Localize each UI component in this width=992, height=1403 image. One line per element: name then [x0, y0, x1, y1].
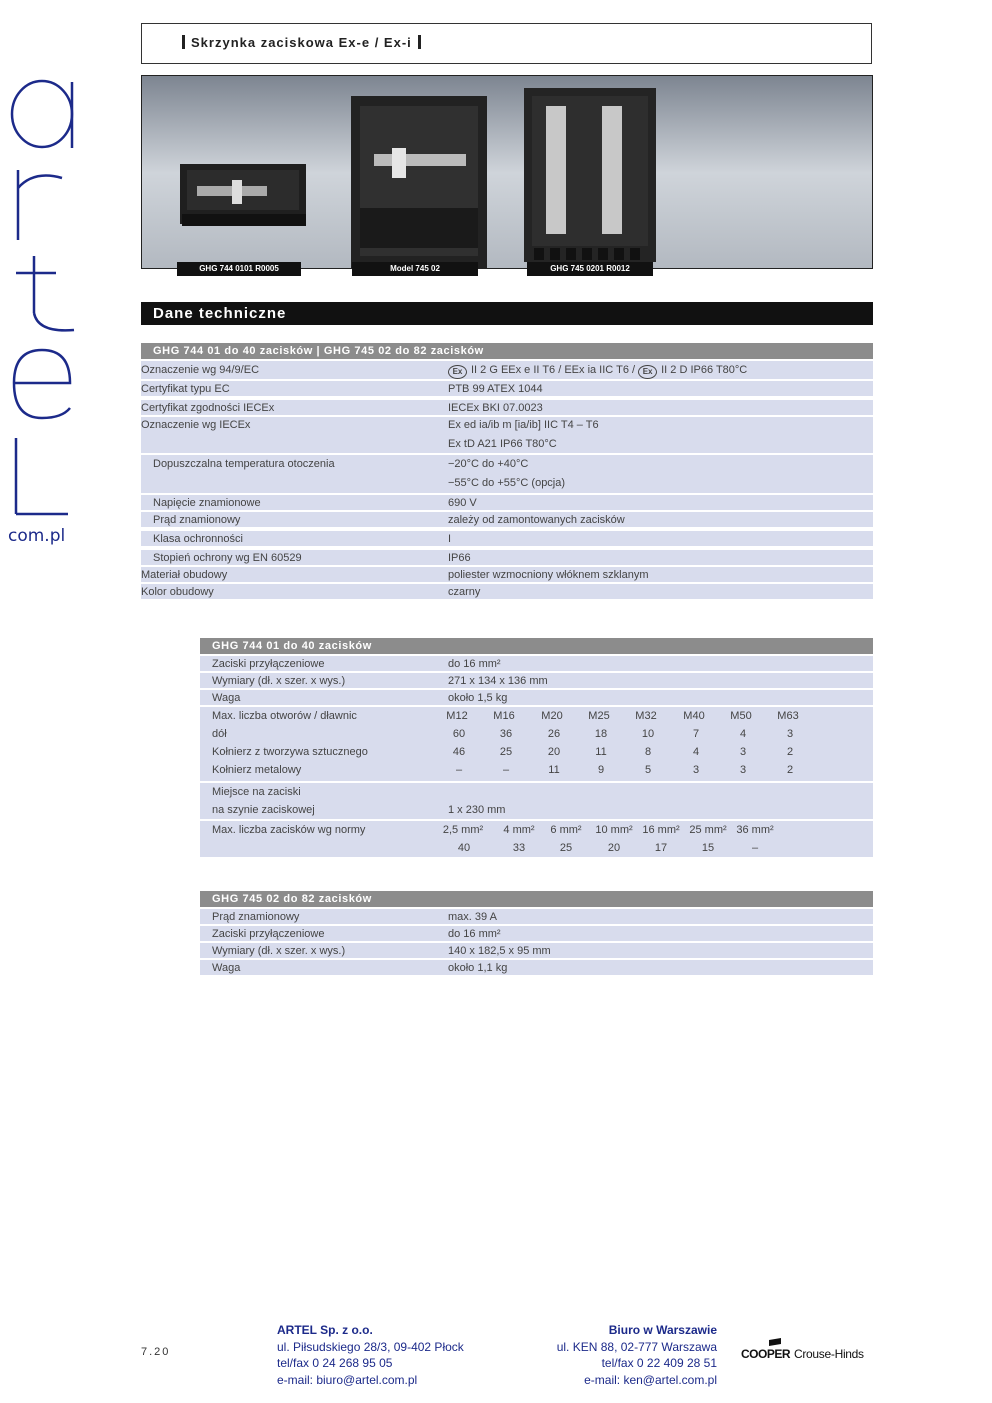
table-row [141, 493, 873, 510]
row-label: Napięcie znamionowe [153, 497, 261, 509]
row-label: Certyfikat zgodności IECEx [141, 402, 275, 414]
cooper-word: COOPER [741, 1347, 791, 1361]
gland-value: 25 [499, 746, 513, 758]
gland-size: M25 [588, 710, 610, 722]
row-value: 140 x 182,5 x 95 mm [448, 945, 551, 957]
footer-left-email[interactable]: e-mail: biuro@artel.com.pl [277, 1372, 418, 1387]
table-row [200, 924, 873, 941]
terminal-size: 4 mm² [503, 824, 535, 836]
gland-size: M20 [541, 710, 563, 722]
row-value: do 16 mm² [448, 658, 501, 670]
row-value: czarny [448, 586, 481, 598]
terminal-count: 15 [701, 842, 715, 854]
terminals-label: Max. liczba zacisków wg normy [212, 824, 366, 836]
gland-value: 10 [641, 728, 655, 740]
gland-label-max: Max. liczba otworów / dławnic [212, 710, 357, 722]
crouse-hinds-word: Crouse-Hinds [794, 1347, 864, 1361]
terminal-size: 2,5 mm² [442, 824, 484, 836]
row-label: Waga [212, 962, 241, 974]
terminal-size: 25 mm² [689, 824, 727, 836]
table-row [141, 398, 873, 415]
bar-right [418, 35, 421, 49]
gland-size: M50 [730, 710, 752, 722]
gland-size: M63 [777, 710, 799, 722]
row-value: max. 39 A [448, 911, 497, 923]
row-label: Materiał obudowy [141, 569, 228, 581]
photo-caption-2: Model 745 02 [352, 262, 478, 276]
gland-value: 3 [739, 746, 747, 758]
rail-block [200, 781, 873, 819]
gland-size: M16 [493, 710, 515, 722]
gland-value: 26 [547, 728, 561, 740]
footer-right-phone: tel/fax 0 22 409 28 51 [601, 1356, 717, 1370]
gland-value: 11 [595, 746, 607, 758]
row-label: Wymiary (dł. x szer. x wys.) [212, 945, 346, 957]
gland-value: 2 [786, 746, 794, 758]
row-label: Prąd znamionowy [212, 911, 300, 923]
row-value [448, 361, 747, 380]
gland-value: 8 [644, 746, 652, 758]
terminal-count: 33 [512, 842, 526, 854]
table-row [141, 529, 873, 546]
cooper-logo [741, 1338, 875, 1364]
gland-value: 9 [597, 764, 605, 776]
product-photo-image [142, 76, 873, 269]
gland-value: 18 [594, 728, 608, 740]
gland-value: 3 [786, 728, 794, 740]
table-row [141, 415, 873, 453]
spec-table-general [141, 343, 873, 599]
gland-label-metal: Kołnierz metalowy [212, 764, 302, 776]
gland-value: 5 [644, 764, 652, 776]
photo-caption-3: GHG 745 0201 R0012 [527, 262, 653, 276]
gland-label-plastic: Kołnierz z tworzywa sztucznego [212, 746, 368, 758]
table-row [200, 688, 873, 705]
row-label: Kolor obudowy [141, 586, 214, 598]
footer-left-phone: tel/fax 0 24 268 95 05 [277, 1356, 393, 1370]
table-row [141, 582, 873, 599]
row-label: Waga [212, 692, 241, 704]
row-label: Zaciski przyłączeniowe [212, 928, 325, 940]
row-value-a: II 2 G EEx e II T6 / EEx ia IIC T6 / [471, 364, 636, 376]
logo-domain: com.pl [8, 526, 66, 546]
terminal-count: 40 [457, 842, 471, 854]
row-label: Oznaczenie wg IECEx [141, 419, 251, 431]
table-row [200, 654, 873, 671]
row-label: Zaciski przyłączeniowe [212, 658, 325, 670]
gland-value: 46 [452, 746, 466, 758]
footer-company: ARTEL Sp. z o.o. [277, 1323, 373, 1337]
row-value-2: Ex tD A21 IP66 T80°C [448, 438, 557, 450]
gland-size: M32 [635, 710, 657, 722]
table-row [141, 510, 873, 527]
gland-value: – [455, 764, 463, 776]
gland-value: 20 [547, 746, 561, 758]
gland-value: 4 [692, 746, 700, 758]
gland-size: M40 [683, 710, 705, 722]
gland-block [200, 705, 873, 781]
gland-size: M12 [446, 710, 468, 722]
table-row [141, 359, 873, 379]
row-value: zależy od zamontowanych zacisków [448, 514, 625, 526]
table-header: GHG 744 01 do 40 zacisków | GHG 745 02 do 82 zacisków [141, 343, 873, 359]
row-label: Oznaczenie wg 94/9/EC [141, 364, 260, 376]
artel-logo [6, 78, 76, 548]
table-row [200, 671, 873, 688]
terminal-count: – [751, 842, 759, 854]
terminal-size: 6 mm² [550, 824, 582, 836]
table-row [141, 453, 873, 493]
row-value: PTB 99 ATEX 1044 [448, 383, 543, 395]
gland-value: 11 [548, 764, 560, 776]
row-value: poliester wzmocniony włóknem szklanym [448, 569, 649, 581]
row-value: IECEx BKI 07.0023 [448, 402, 543, 414]
gland-label-dol: dół [212, 728, 227, 740]
row-value: 690 V [448, 497, 477, 509]
rail-value: 1 x 230 mm [448, 804, 506, 816]
gland-value: 4 [739, 728, 747, 740]
header-title-wrap [176, 35, 427, 50]
table-row [141, 548, 873, 565]
row-value-2: −55°C do +55°C (opcja) [448, 477, 566, 489]
terminal-count: 20 [607, 842, 621, 854]
footer-right [527, 1322, 717, 1388]
gland-value: 7 [692, 728, 700, 740]
row-label: Klasa ochronności [153, 533, 243, 545]
rail-label-1: Miejsce na zaciski [212, 786, 301, 798]
gland-value: 60 [452, 728, 466, 740]
spec-table-744 [200, 638, 873, 857]
gland-value: 3 [692, 764, 700, 776]
gland-value: 36 [499, 728, 513, 740]
gland-value: – [502, 764, 510, 776]
section-title: Dane techniczne [141, 302, 873, 325]
terminal-size: 16 mm² [642, 824, 680, 836]
photo-caption-1: GHG 744 0101 R0005 [177, 262, 301, 276]
terminal-count: 17 [654, 842, 668, 854]
row-value: I [448, 533, 452, 545]
row-value: IP66 [448, 552, 471, 564]
gland-value: 3 [739, 764, 747, 776]
gland-value: 2 [786, 764, 794, 776]
row-label: Stopień ochrony wg EN 60529 [153, 552, 302, 564]
footer-right-address: ul. KEN 88, 02-777 Warszawa [556, 1339, 717, 1354]
terminal-size: 10 mm² [595, 824, 633, 836]
table-row [200, 958, 873, 975]
table-row [200, 941, 873, 958]
row-value-b: II 2 D IP66 T80°C [661, 364, 748, 376]
ex-icon: Ex [448, 365, 467, 379]
row-label: Dopuszczalna temperatura otoczenia [153, 458, 335, 470]
row-value: 271 x 134 x 136 mm [448, 675, 548, 687]
table-row [141, 379, 873, 396]
row-value: około 1,1 kg [448, 962, 508, 974]
row-value: do 16 mm² [448, 928, 501, 940]
terminals-block [200, 819, 873, 857]
row-value: około 1,5 kg [448, 692, 508, 704]
product-photo [141, 75, 873, 269]
ex-icon: Ex [638, 365, 657, 379]
artel-logo-letters [6, 78, 76, 518]
page-number: 7.20 [141, 1346, 171, 1358]
footer-left-address: ul. Piłsudskiego 28/3, 09-402 Płock [277, 1339, 464, 1354]
spec-table-745 [200, 891, 873, 975]
row-label: Wymiary (dł. x szer. x wys.) [212, 675, 346, 687]
rail-label-2: na szynie zaciskowej [212, 804, 315, 816]
row-label: Certyfikat typu EC [141, 383, 230, 395]
bar-left [182, 35, 185, 49]
row-label: Prąd znamionowy [153, 514, 241, 526]
row-value: Ex ed ia/ib m [ia/ib] IIC T4 – T6 [448, 419, 599, 431]
page-header [141, 23, 872, 64]
terminal-size: 36 mm² [736, 824, 774, 836]
footer-left [277, 1322, 464, 1388]
table-row [200, 907, 873, 924]
footer-right-email[interactable]: e-mail: ken@artel.com.pl [584, 1372, 717, 1387]
table-row [141, 565, 873, 582]
table-header: GHG 744 01 do 40 zacisków [200, 638, 873, 654]
footer-office-title: Biuro w Warszawie [608, 1323, 717, 1337]
table-header: GHG 745 02 do 82 zacisków [200, 891, 873, 907]
header-title: Skrzynka zaciskowa Ex-e / Ex-i [191, 35, 412, 50]
terminal-count: 25 [559, 842, 573, 854]
row-value: −20°C do +40°C [448, 458, 529, 470]
